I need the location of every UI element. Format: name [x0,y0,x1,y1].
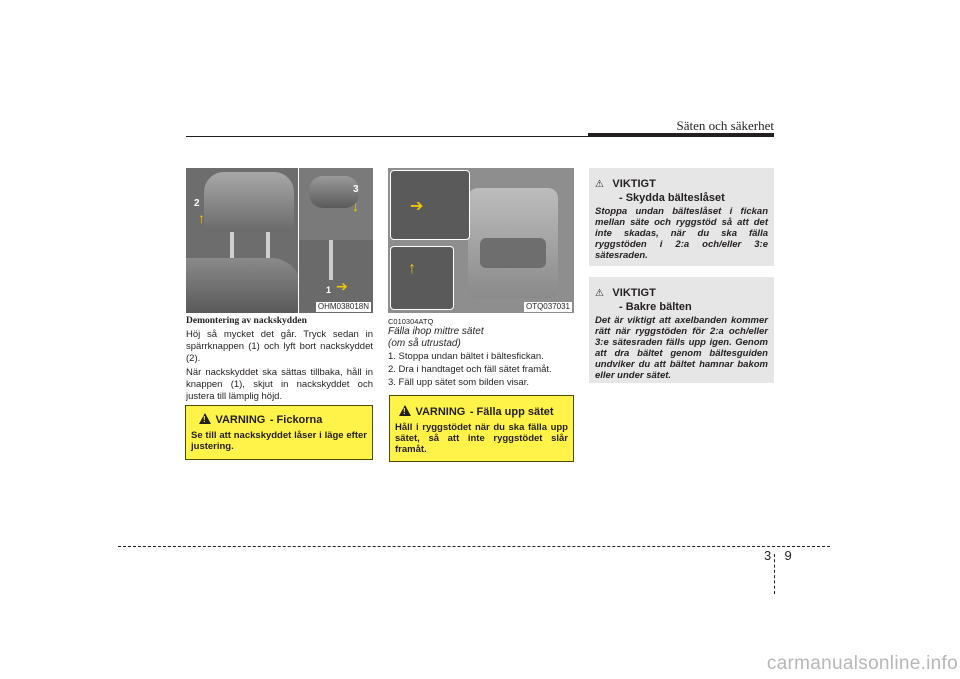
step-1: 1. Stoppa undan bältet i bältesfickan. [388,351,544,362]
warning-box-pockets [185,405,373,460]
headrest-figure [186,168,373,313]
notice-box-buckle [589,168,774,266]
caution-icon: ⚠ [595,288,604,299]
middle-seat-figure [388,168,574,313]
watermark: carmanualsonline.info [766,653,958,674]
callout-1: 1 [326,285,332,295]
section-heading: Fälla ihop mittre sätet [388,326,484,337]
callout-3: 3 [353,184,359,195]
notice-box-rear-belts [589,277,774,383]
section-heading: Demontering av nackskydden [186,316,307,326]
footer-rule [118,546,830,547]
warning-topic: - Fickorna [269,414,323,426]
notice-label: VIKTIGT [612,287,656,299]
header-rule-accent [588,133,774,137]
step-3: 3. Fäll upp sätet som bilden visar. [388,377,529,388]
warning-icon [399,405,411,416]
figure-id: OTQ037031 [525,302,570,311]
page-separator [774,554,776,594]
figure-id: OHM038018N [317,302,369,311]
section-number: 3 [764,548,772,563]
fold-arrow-icon: ↑ [408,260,416,277]
notice-text: Stoppa undan bälteslåset i fickan mellan säte och ryggstöd så att det inte skadas, när du ska fälla ryggstöden i 2:a och/eller 3:e sätesraden. [595,206,768,261]
notice-topic: - Skydda bälteslåset [619,192,725,204]
paragraph-1: Höj så mycket det går. Tryck sedan in spärrknappen (1) och lyft bort nackskyddet (2). [186,329,373,364]
caution-icon: ⚠ [595,179,604,190]
section-subheading: (om så utrustad) [388,338,461,349]
step-2: 2. Dra i handtaget och fäll sätet framåt. [388,364,552,375]
warning-label: VARNING [215,414,266,426]
notice-text: Det är viktigt att axelbanden kommer rätt när ryggstöden för 2:a och/eller 3:e sätesraden fälls upp igen. Genom att dra bältet genom bältesguiden undviker du att bältet hamnar bakom eller under sätet. [595,315,768,381]
warning-icon [199,413,211,424]
notice-label: VIKTIGT [612,178,656,190]
arrow-down-icon: ↓ [352,198,359,214]
warning-text: Håll i ryggstödet när du ska fälla upp sätet, så att inte ryggstödet slår framåt. [395,422,568,455]
warning-text: Se till att nackskyddet låser i läge efter justering. [191,430,367,452]
notice-topic: - Bakre bälten [619,301,692,313]
callout-2: 2 [194,198,200,209]
press-arrow-icon: ➔ [336,278,348,294]
chapter-title: Säten och säkerhet [676,118,774,133]
warning-box-fold-up [389,395,574,462]
page-number [764,548,792,563]
section-code: C010304ATQ [388,317,434,326]
warning-label: VARNING [415,406,466,418]
page-number-value: 9 [784,548,792,563]
warning-topic: - Fälla upp sätet [469,406,554,418]
pull-arrow-icon: ➔ [410,198,424,215]
paragraph-2: När nackskyddet ska sättas tillbaka, håll in knappen (1), skjut in nackskyddet och justera till lämplig höjd. [186,367,373,402]
arrow-up-icon: ↑ [198,210,205,226]
